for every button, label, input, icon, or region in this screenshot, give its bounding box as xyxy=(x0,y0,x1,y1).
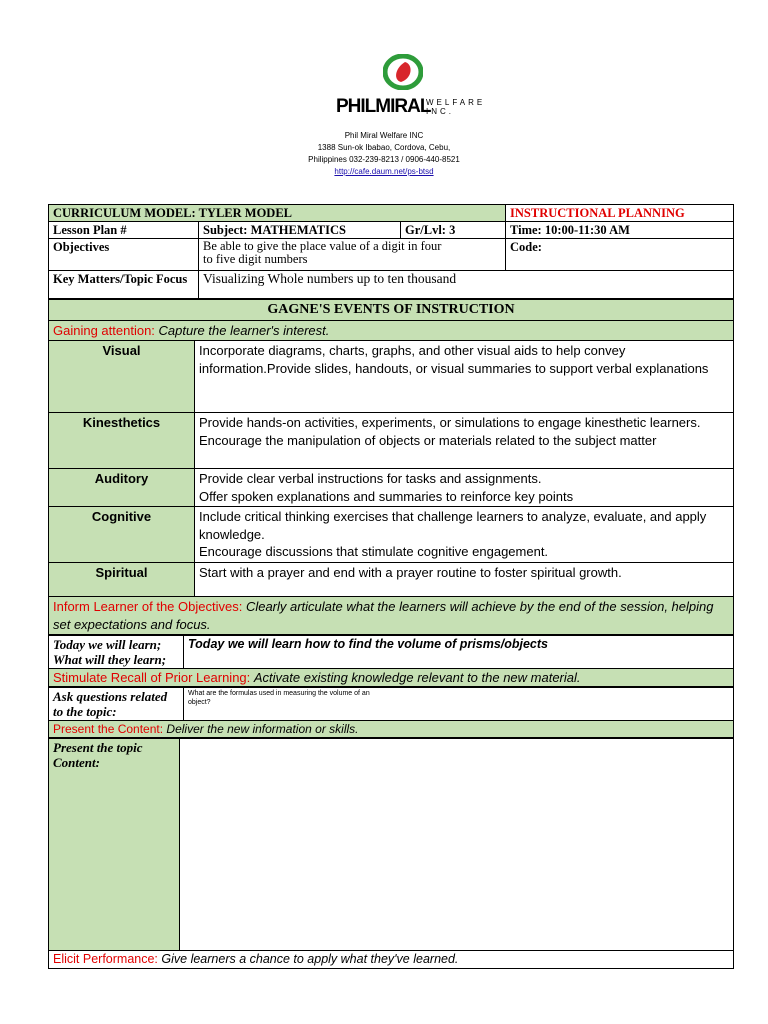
ask-questions-table xyxy=(48,687,734,738)
event-label-cognitive: Cognitive xyxy=(49,507,195,563)
present-content-desc: Deliver the new information or skills. xyxy=(166,722,359,736)
ask-questions-label: Ask questions related to the topic: xyxy=(49,688,184,721)
instructional-planning: INSTRUCTIONAL PLANNING xyxy=(506,205,734,222)
present-topic-content[interactable] xyxy=(180,739,734,951)
event-text-kinesthetics: Provide hands-on activities, experiments, or simulations to engage kinesthetic learners. Encourage the manipulation of objects or materials related to the subject matter xyxy=(195,413,734,469)
recall-row xyxy=(49,669,734,687)
today-learn-label: Today we will learn; What will they learn; xyxy=(49,636,184,669)
ask-questions-value: What are the formulas used in measuring the volume of an object? xyxy=(184,688,734,721)
gaining-attention-row xyxy=(49,320,734,341)
event-text-visual: Incorporate diagrams, charts, graphs, and other visual aids to help convey information.Provide slides, handouts, or visual summaries to support verbal explanations xyxy=(195,341,734,413)
today-learn-table xyxy=(48,635,734,687)
elicit-performance-title: Elicit Performance: xyxy=(53,952,158,966)
elicit-performance-desc: Give learners a chance to apply what they've learned. xyxy=(161,952,459,966)
time: Time: 10:00-11:30 AM xyxy=(506,222,734,239)
event-label-spiritual: Spiritual xyxy=(49,563,195,597)
recall-title: Stimulate Recall of Prior Learning: xyxy=(53,670,251,685)
recall-desc: Activate existing knowledge relevant to the new material. xyxy=(253,670,581,685)
address-line: Philippines 032-239-8213 / 0906-440-8521 xyxy=(308,155,460,164)
event-text-auditory: Provide clear verbal instructions for tasks and assignments. Offer spoken explanations and summaries to reinforce key points xyxy=(195,469,734,507)
present-topic-table xyxy=(48,738,734,969)
key-matters-value: Visualizing Whole numbers up to ten thousand xyxy=(199,271,734,299)
brand-name: PHILMIRAL xyxy=(336,96,431,117)
present-topic-label: Present the topic Content: xyxy=(49,739,180,951)
today-learn-value: Today we will learn how to find the volume of prisms/objects xyxy=(184,636,734,669)
event-label-visual: Visual xyxy=(49,341,195,413)
present-content-title: Present the Content: xyxy=(53,722,164,736)
event-text-spiritual: Start with a prayer and end with a prayer routine to foster spiritual growth. xyxy=(195,563,734,597)
address-line: 1388 Sun-ok Ibabao, Cordova, Cebu, xyxy=(317,143,451,152)
gaining-attention-title: Gaining attention: xyxy=(53,322,155,338)
subject: Subject: MATHEMATICS xyxy=(199,222,401,239)
event-label-auditory: Auditory xyxy=(49,469,195,507)
present-content-row xyxy=(49,721,734,738)
lesson-plan-label: Lesson Plan # xyxy=(49,222,199,239)
document-header xyxy=(0,0,768,200)
grade-level: Gr/Lvl: 3 xyxy=(401,222,506,239)
brand-subtitle-line-1: WELFARE xyxy=(426,98,486,107)
curriculum-model: CURRICULUM MODEL: TYLER MODEL xyxy=(49,205,506,222)
gagne-title: GAGNE'S EVENTS OF INSTRUCTION xyxy=(49,300,734,321)
address-block xyxy=(0,130,768,178)
address-line: Phil Miral Welfare INC xyxy=(344,131,424,140)
event-text-cognitive: Include critical thinking exercises that challenge learners to analyze, evaluate, and apply knowledge. Encourage discussions that stimulate cognitive engagement. xyxy=(195,507,734,563)
event-label-kinesthetics: Kinesthetics xyxy=(49,413,195,469)
objectives-value: Be able to give the place value of a digit in four to five digit numbers xyxy=(199,239,506,271)
inform-objectives-row xyxy=(49,597,734,635)
brand-subtitle xyxy=(426,98,485,116)
philmiral-logo-icon xyxy=(383,54,423,90)
elicit-performance-row xyxy=(49,951,734,969)
inform-objectives-desc: Clearly articulate what the learners will achieve by the end of the session, helping set expectations and focus. xyxy=(53,599,714,632)
key-matters-label: Key Matters/Topic Focus xyxy=(49,271,199,299)
plan-info-table xyxy=(48,204,734,299)
code-label: Code: xyxy=(506,239,734,271)
objectives-label: Objectives xyxy=(49,239,199,271)
brand-subtitle-line-2: INC. xyxy=(426,107,454,116)
website-link[interactable]: http://cafe.daum.net/ps-btsd xyxy=(334,167,434,176)
inform-objectives-title: Inform Learner of the Objectives: xyxy=(53,599,243,614)
gaining-attention-desc: Capture the learner's interest. xyxy=(158,322,330,338)
lesson-plan-form xyxy=(48,204,733,969)
gagne-events-table xyxy=(48,299,734,635)
